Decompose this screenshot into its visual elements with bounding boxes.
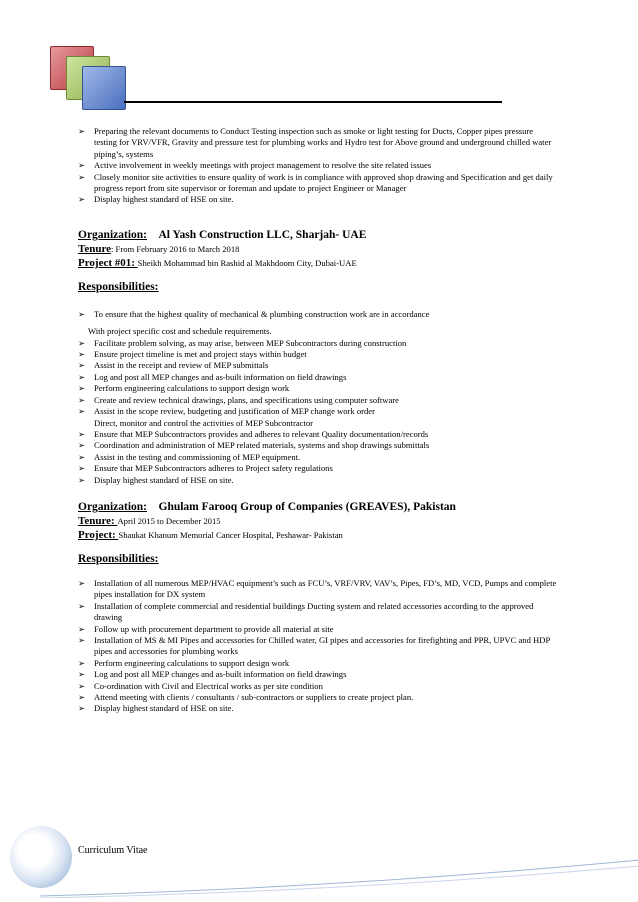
job1-tenure bbox=[78, 242, 558, 256]
job2-tenure-value: April 2015 to December 2015 bbox=[117, 515, 221, 526]
bullet-arrow-icon: ➢ bbox=[78, 474, 86, 485]
bullet-arrow-icon: ➢ bbox=[78, 360, 86, 371]
list-item-text: Assist in the testing and commissioning of MEP equipment. bbox=[94, 451, 301, 462]
list-item bbox=[78, 578, 558, 601]
list-item bbox=[78, 194, 558, 205]
job2-responsibilities-heading: Responsibilities: bbox=[78, 552, 159, 565]
job1-project-label: Project #01: bbox=[78, 256, 138, 269]
list-item bbox=[78, 360, 558, 371]
list-item-text: Display highest standard of HSE on site. bbox=[94, 194, 234, 205]
job1-project-value: Sheikh Mohammad bin Rashid al Makhdoom City, Dubai-UAE bbox=[137, 257, 357, 268]
job1-responsibilities-heading: Responsibilities: bbox=[78, 280, 159, 293]
list-item bbox=[78, 635, 558, 658]
list-item bbox=[78, 406, 558, 417]
list-item-text: Ensure project timeline is met and project stays within budget bbox=[94, 349, 307, 360]
bullet-arrow-icon: ➢ bbox=[78, 371, 86, 382]
bullet-arrow-icon: ➢ bbox=[78, 428, 86, 439]
list-item-text: Perform engineering calculations to support design work bbox=[94, 657, 290, 668]
job2-tenure bbox=[78, 514, 558, 528]
bullet-arrow-icon: ➢ bbox=[78, 657, 86, 668]
list-item bbox=[78, 383, 558, 394]
cv-content bbox=[78, 126, 558, 715]
job2-project-value: Shaukat Khanum Memorial Cancer Hospital, Peshawar- Pakistan bbox=[118, 529, 343, 540]
job2-org-name: Ghulam Farooq Group of Companies (GREAVES), Pakistan bbox=[158, 500, 456, 513]
list-item-text: Preparing the relevant documents to Conduct Testing inspection such as smoke or light testing for Ducts, Copper pipes pressure testing for VRV/VFR, Gravity and pressure test for plumbing works and Hydro test for Above ground and underground chilled water piping’s, systems bbox=[94, 126, 552, 159]
job1-bullet-list-b bbox=[78, 429, 558, 486]
bullet-arrow-icon: ➢ bbox=[78, 577, 86, 588]
job1-org-name: Al Yash Construction LLC, Sharjah- UAE bbox=[158, 228, 367, 241]
list-item bbox=[78, 703, 558, 714]
list-item bbox=[78, 681, 558, 692]
list-item bbox=[78, 440, 558, 451]
list-item-text: Log and post all MEP changes and as-built information on field drawings bbox=[94, 669, 347, 680]
job1-bullet-list bbox=[78, 309, 558, 320]
list-item: ➢ To ensure that the highest quality of mechanical & plumbing construction work are in accordance bbox=[78, 308, 430, 319]
list-item bbox=[78, 126, 558, 160]
list-item bbox=[78, 349, 558, 360]
bullet-arrow-icon: ➢ bbox=[78, 383, 86, 394]
job1-tenure-value: : From February 2016 to March 2018 bbox=[111, 243, 240, 254]
job2-bullet-list bbox=[78, 578, 558, 715]
job2-project-label: Project: bbox=[78, 528, 119, 541]
job2-organization bbox=[78, 500, 558, 514]
list-item bbox=[78, 669, 558, 680]
bullet-arrow-icon: ➢ bbox=[78, 160, 86, 171]
bullet-arrow-icon: ➢ bbox=[78, 463, 86, 474]
list-item bbox=[78, 658, 558, 669]
bullet-arrow-icon: ➢ bbox=[78, 349, 86, 360]
list-item-text: Closely monitor site activities to ensure quality of work is in compliance with approved shop drawing and Specification and get daily progress report from site supervisor or foreman and update to project Engineer or Manager bbox=[94, 171, 553, 194]
list-item-text: Facilitate problem solving, as may arise, between MEP Subcontractors during construction bbox=[94, 337, 407, 348]
bullet-arrow-icon: ➢ bbox=[78, 406, 86, 417]
list-item-text: Assist in the receipt and review of MEP submittals bbox=[94, 360, 269, 371]
footer-label: Curriculum Vitae bbox=[78, 845, 148, 856]
job1-tenure-label: Tenure bbox=[78, 242, 112, 255]
list-item bbox=[78, 452, 558, 463]
bullet-arrow-icon: ➢ bbox=[78, 337, 86, 348]
footer-sweep-line bbox=[40, 858, 638, 898]
job1-continuation-2: Direct, monitor and control the activities of MEP Subcontractor bbox=[94, 417, 314, 428]
list-item bbox=[78, 395, 558, 406]
list-item bbox=[78, 692, 558, 703]
job1-continuation: With project specific cost and schedule requirements. bbox=[88, 326, 272, 337]
list-item-text: Installation of all numerous MEP/HVAC equipment’s such as FCU’s, VRF/VRV, VAV’s, Pipes, FD’s, MD, VCD, Pumps and complete pipes installation for DX system bbox=[94, 577, 557, 600]
list-item-text: Installation of MS & MI Pipes and accessories for Chilled water, GI pipes and accessories for firefighting and PPR, UPVC and HDP pipes and accessories for plumbing works bbox=[94, 634, 550, 657]
list-item-text: Display highest standard of HSE on site. bbox=[94, 474, 234, 485]
list-item bbox=[78, 601, 558, 624]
list-item bbox=[78, 624, 558, 635]
bullet-arrow-icon: ➢ bbox=[78, 703, 86, 714]
bullet-arrow-icon: ➢ bbox=[78, 634, 86, 645]
list-item-text: Active involvement in weekly meetings with project management to resolve the site related issues bbox=[94, 160, 432, 171]
job1-bullet-list-a bbox=[78, 338, 558, 418]
list-item bbox=[78, 429, 558, 440]
bullet-arrow-icon: ➢ bbox=[78, 394, 86, 405]
blue-square-icon bbox=[82, 66, 126, 110]
list-item bbox=[78, 372, 558, 383]
bullet-arrow-icon: ➢ bbox=[78, 126, 86, 136]
job1-project bbox=[78, 256, 558, 270]
bullet-arrow-icon: ➢ bbox=[78, 451, 86, 462]
list-item bbox=[78, 475, 558, 486]
header-rule bbox=[124, 101, 502, 103]
bullet-arrow-icon: ➢ bbox=[78, 600, 86, 611]
list-item-text: Assist in the scope review, budgeting and justification of MEP change work order bbox=[94, 406, 375, 417]
list-item bbox=[78, 338, 558, 349]
bullet-arrow-icon: ➢ bbox=[78, 440, 86, 451]
bullet-arrow-icon: ➢ bbox=[78, 669, 86, 680]
list-item-text: Coordination and administration of MEP related materials, systems and shop drawings submittals bbox=[94, 440, 430, 451]
job1-organization bbox=[78, 228, 558, 242]
list-item-text: Follow up with procurement department to provide all material at site bbox=[94, 623, 334, 634]
list-item-text: Create and review technical drawings, plans, and specifications using computer software bbox=[94, 394, 399, 405]
job2-org-label: Organization: bbox=[78, 500, 147, 513]
list-item-text: Display highest standard of HSE on site. bbox=[94, 703, 234, 714]
list-item bbox=[78, 160, 558, 171]
bullet-arrow-icon: ➢ bbox=[78, 308, 86, 319]
list-item-text: Attend meeting with clients / consultants / sub-contractors or suppliers to create project plan. bbox=[94, 692, 414, 702]
job1-org-label: Organization: bbox=[78, 228, 147, 241]
list-item-text: Log and post all MEP changes and as-built information on field drawings bbox=[94, 371, 347, 382]
intro-bullet-list bbox=[78, 126, 558, 206]
list-item-text: Co-ordination with Civil and Electrical works as per site condition bbox=[94, 680, 323, 691]
job2-project bbox=[78, 528, 558, 542]
bullet-arrow-icon: ➢ bbox=[78, 623, 86, 634]
list-item bbox=[78, 172, 558, 195]
list-item-text: Perform engineering calculations to support design work bbox=[94, 383, 290, 394]
list-item-text: Ensure that MEP Subcontractors adheres to Project safety regulations bbox=[94, 463, 333, 474]
job2-tenure-label: Tenure: bbox=[78, 514, 118, 527]
list-item bbox=[78, 463, 558, 474]
list-item-text: Installation of complete commercial and residential buildings Ducting system and related accessories according to the approved drawing bbox=[94, 600, 534, 623]
bullet-arrow-icon: ➢ bbox=[78, 194, 86, 205]
bullet-arrow-icon: ➢ bbox=[78, 680, 86, 691]
list-item-text: Ensure that MEP Subcontractors provides and adheres to relevant Quality documentation/records bbox=[94, 428, 429, 439]
bullet-arrow-icon: ➢ bbox=[78, 692, 86, 702]
bullet-arrow-icon: ➢ bbox=[78, 171, 86, 182]
